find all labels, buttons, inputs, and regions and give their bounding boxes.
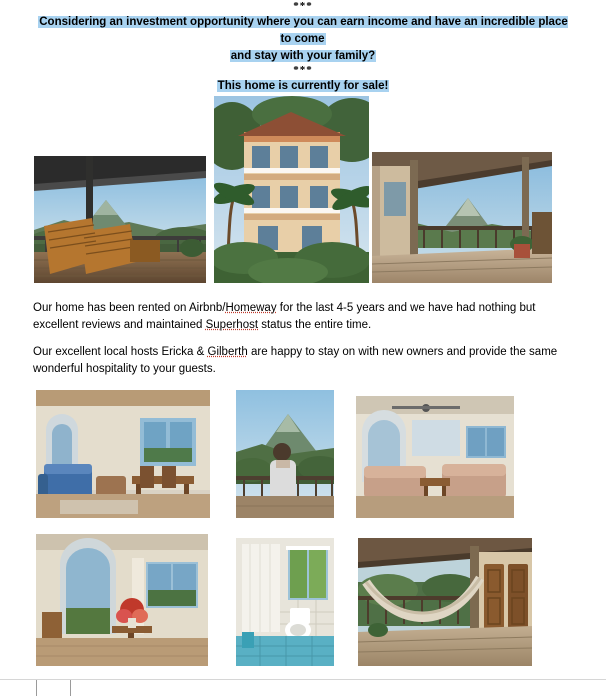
lounge-sofas-photo (356, 396, 514, 518)
headline-line-2: and stay with your family? (230, 50, 376, 62)
paragraph-1: Our home has been rented on Airbnb/Homeway for the last 4-5 years and we have had nothing but excellent reviews and maintained Superhost status the entire time. (33, 302, 536, 331)
stars-top: *** (293, 0, 313, 12)
porch-volcano-view-photo (34, 156, 206, 283)
living-room-photo (36, 390, 210, 518)
stars-middle: *** (293, 64, 313, 76)
person-volcano-view-photo (236, 390, 334, 518)
crop-mark-left (36, 680, 37, 696)
sale-line: This home is currently for sale! (217, 80, 389, 92)
crop-mark-right (70, 680, 71, 696)
house-exterior-photo (214, 96, 369, 283)
terrace-volcano-photo (372, 152, 552, 283)
entry-room-flowers-photo (36, 534, 208, 666)
page-divider (0, 679, 606, 680)
hammock-balcony-photo (358, 538, 532, 666)
bathroom-photo (236, 538, 334, 666)
paragraph-2: Our excellent local hosts Ericka & Gilberth are happy to stay on with new owners and provide the same wonderful hospitality to your guests. (33, 346, 558, 375)
headline-line-1: Considering an investment opportunity where you can earn income and have an incredible place to come (39, 16, 568, 45)
intro-text-block (33, 0, 573, 106)
